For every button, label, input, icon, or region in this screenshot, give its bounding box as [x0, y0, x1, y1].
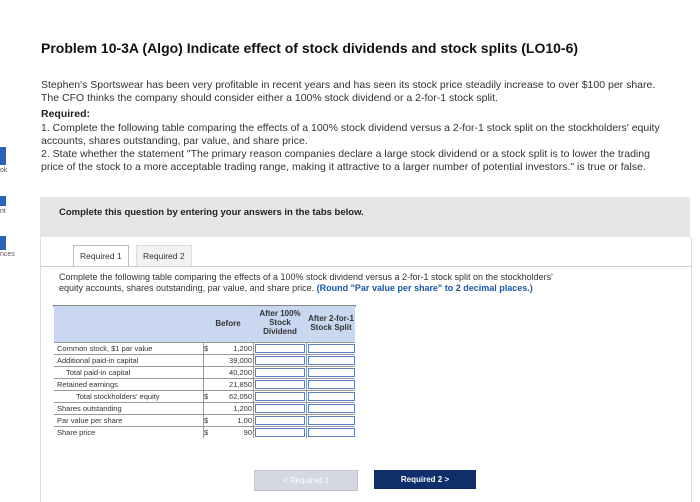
dividend-input[interactable]	[255, 392, 305, 401]
column-divider	[203, 342, 204, 438]
split-input[interactable]	[308, 368, 355, 377]
strip-marker	[0, 236, 6, 250]
requirement-line: 2. State whether the statement "The primary reason companies declare a large stock dividend or a stock split is to lower the trading	[41, 148, 650, 160]
before-value: 39,000	[229, 356, 252, 365]
requirement-line: 1. Complete the following table comparing the effects of a 100% stock dividend versus a 2-for-1 stock split on the stockholders' equity	[41, 122, 660, 134]
tab-divider	[41, 266, 691, 267]
split-input[interactable]	[308, 428, 355, 437]
strip-label: nces	[0, 251, 15, 258]
table-instructions	[59, 272, 639, 293]
col-header-line: Stock	[269, 318, 291, 327]
table-row	[54, 354, 355, 366]
row-label: Share price	[57, 428, 96, 437]
requirement-line: price of the stock to a more acceptable trading range, making it attractive to a larger number of potential investors." is true or false.	[41, 160, 646, 173]
tab-required-2[interactable]: Required 2	[136, 245, 192, 266]
before-value: 62,050	[229, 392, 252, 401]
col-header-dividend	[253, 309, 307, 336]
split-input[interactable]	[308, 404, 355, 413]
side-strip	[0, 0, 15, 502]
column-divider	[306, 342, 307, 438]
table-header	[54, 306, 355, 342]
col-header-line: Stock Split	[310, 323, 352, 332]
col-header-line: After 100%	[259, 309, 301, 318]
tab-panel	[40, 237, 692, 502]
dollar-sign: $	[204, 428, 209, 437]
table-row	[54, 342, 355, 354]
col-header-before: Before	[215, 319, 241, 328]
strip-marker	[0, 147, 6, 165]
row-label: Additional paid-in capital	[57, 356, 139, 365]
intro-line: The CFO thinks the company should consider either a 100% stock dividend or a 2-for-1 stock split.	[41, 91, 498, 104]
dollar-sign: $	[204, 344, 209, 353]
strip-marker	[0, 196, 6, 206]
row-label: Retained earnings	[57, 380, 118, 389]
split-input[interactable]	[308, 416, 355, 425]
before-value: 40,200	[229, 368, 252, 377]
dividend-input[interactable]	[255, 404, 305, 413]
col-header-line: Dividend	[263, 327, 297, 336]
table-row	[54, 378, 355, 390]
table-row	[54, 414, 355, 426]
rounding-note: (Round "Par value per share" to 2 decimal places.)	[316, 282, 533, 293]
dividend-input[interactable]	[255, 416, 305, 425]
split-input[interactable]	[308, 392, 355, 401]
requirement-2	[41, 148, 696, 173]
col-header-line: After 2-for-1	[308, 314, 354, 323]
before-value: 90	[243, 428, 252, 437]
row-label: Par value per share	[57, 416, 123, 425]
split-input[interactable]	[308, 344, 355, 353]
intro-text	[41, 79, 686, 104]
requirement-line: accounts, shares outstanding, par value, and share price.	[41, 134, 308, 147]
instruction-line: Complete the following table comparing the effects of a 100% stock dividend versus a 2-for-1 stock split on the stockholders'	[59, 272, 553, 282]
before-value: 1,200	[233, 344, 252, 353]
table-row	[54, 390, 355, 402]
dividend-input[interactable]	[255, 380, 305, 389]
requirement-1	[41, 122, 696, 147]
next-tab-button[interactable]: Required 2 >	[374, 470, 476, 489]
col-header-split	[307, 314, 355, 332]
problem-page	[17, 0, 700, 502]
before-value: 1,200	[233, 404, 252, 413]
strip-label: nt	[0, 208, 6, 215]
page-title: Problem 10-3A (Algo) Indicate effect of stock dividends and stock splits (LO10-6)	[41, 40, 579, 56]
prev-tab-button[interactable]: < Required 1	[254, 470, 358, 491]
instruction-text: equity accounts, shares outstanding, par value, and share price.	[59, 282, 315, 293]
intro-line: Stephen's Sportswear has been very profitable in recent years and has seen its stock price steadily increase to over $100 per share.	[41, 79, 656, 91]
dividend-input[interactable]	[255, 356, 305, 365]
required-heading: Required:	[41, 108, 91, 120]
table-row	[54, 366, 355, 378]
banner-text: Complete this question by entering your answers in the tabs below.	[59, 207, 364, 218]
row-label: Total paid-in capital	[66, 368, 131, 377]
split-input[interactable]	[308, 380, 355, 389]
before-value: 21,850	[229, 380, 252, 389]
before-value: 1.00	[237, 416, 252, 425]
tab-required-1[interactable]: Required 1	[73, 245, 129, 266]
comparison-table	[53, 305, 356, 437]
strip-label: ok	[0, 167, 8, 174]
instructions-banner	[40, 197, 690, 237]
instruction-line	[59, 283, 639, 294]
dividend-input[interactable]	[255, 428, 305, 437]
row-label: Shares outstanding	[57, 404, 122, 413]
dividend-input[interactable]	[255, 368, 305, 377]
table-row	[54, 426, 355, 438]
row-label: Total stockholders' equity	[76, 392, 160, 401]
dividend-input[interactable]	[255, 344, 305, 353]
table-row	[54, 402, 355, 414]
dollar-sign: $	[204, 416, 209, 425]
dollar-sign: $	[204, 392, 209, 401]
row-label: Common stock, $1 par value	[57, 344, 153, 353]
column-divider	[253, 342, 254, 438]
split-input[interactable]	[308, 356, 355, 365]
